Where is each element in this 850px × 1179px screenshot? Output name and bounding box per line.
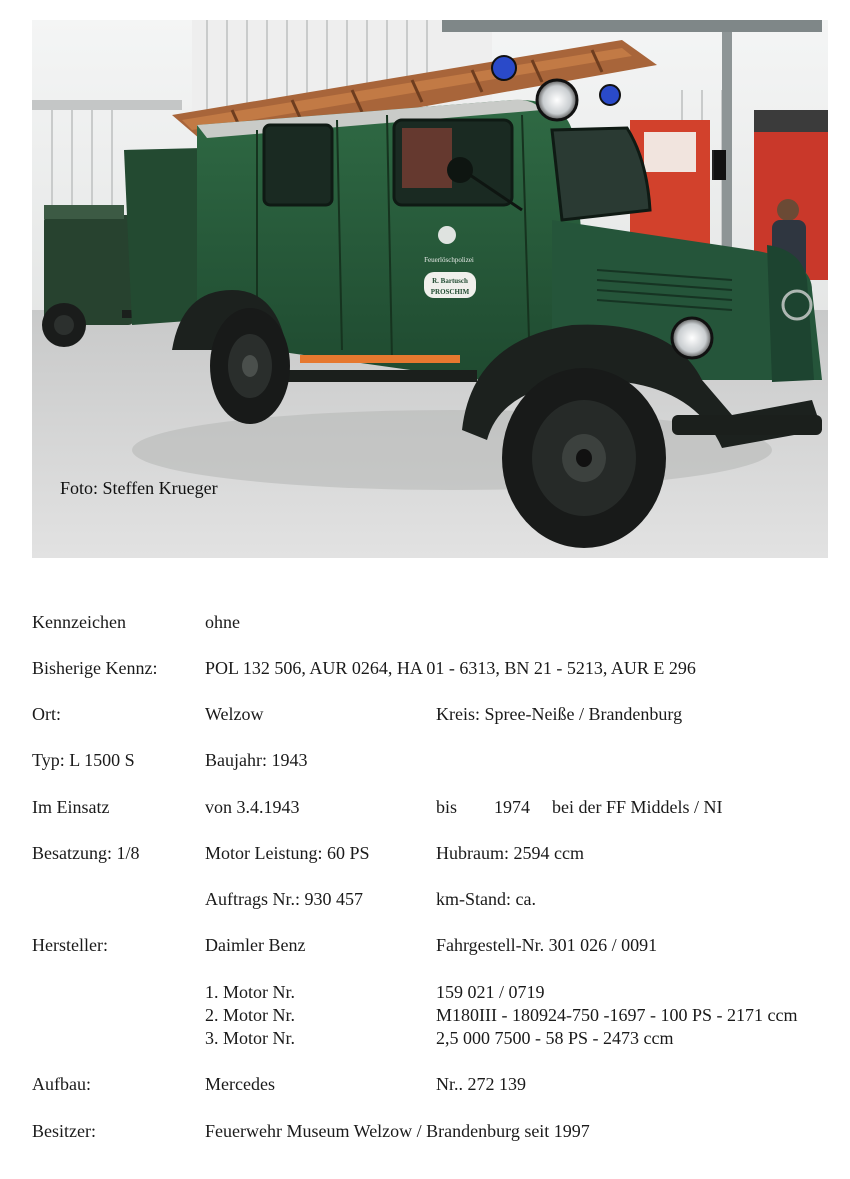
value-aufbau-nr: Nr.. 272 139	[436, 1074, 526, 1094]
value-km-stand: km-Stand: ca.	[436, 889, 536, 909]
value-auftrags-nr: Auftrags Nr.: 930 457	[205, 889, 363, 909]
door-emblem-line1: Feuerlöschpolizei	[424, 256, 474, 264]
label-bisherige-kennz: Bisherige Kennz:	[32, 658, 158, 678]
label-motor-3: 3. Motor Nr.	[205, 1028, 295, 1048]
value-ort: Welzow	[205, 704, 264, 724]
label-motor-2: 2. Motor Nr.	[205, 1005, 295, 1025]
value-einsatz-bis-year: 1974	[494, 797, 530, 817]
rear-wheel	[210, 308, 290, 424]
value-motor-leistung: Motor Leistung: 60 PS	[205, 843, 370, 863]
value-motor-2: M180III - 180924-750 -1697 - 100 PS - 2171 ccm	[436, 1005, 798, 1025]
front-wheel	[502, 368, 666, 548]
value-hersteller: Daimler Benz	[205, 935, 306, 955]
value-baujahr: Baujahr: 1943	[205, 750, 308, 770]
value-einsatz-von: von 3.4.1943	[205, 797, 300, 817]
value-besitzer: Feuerwehr Museum Welzow / Brandenburg seit 1997	[205, 1121, 590, 1141]
photo-credit: Foto: Steffen Krueger	[60, 478, 218, 498]
value-kreis: Kreis: Spree-Neiße / Brandenburg	[436, 704, 683, 724]
value-motor-3: 2,5 000 7500 - 58 PS - 2473 ccm	[436, 1028, 674, 1048]
door-emblem-line2: R. Bartusch	[432, 277, 468, 285]
value-kennzeichen: ohne	[205, 612, 240, 632]
label-kennzeichen: Kennzeichen	[32, 612, 126, 632]
vehicle-photo	[32, 20, 828, 558]
label-aufbau: Aufbau:	[32, 1074, 91, 1094]
door-emblem-line3: PROSCHIM	[430, 288, 470, 296]
value-bisherige-kennz: POL 132 506, AUR 0264, HA 01 - 6313, BN 21 - 5213, AUR E 296	[205, 658, 696, 678]
value-aufbau: Mercedes	[205, 1074, 275, 1094]
label-hersteller: Hersteller:	[32, 935, 108, 955]
label-besatzung: Besatzung: 1/8	[32, 843, 140, 863]
value-hubraum: Hubraum: 2594 ccm	[436, 843, 584, 863]
value-fahrgestell-nr: Fahrgestell-Nr. 301 026 / 0091	[436, 935, 658, 955]
label-typ: Typ: L 1500 S	[32, 750, 135, 770]
label-besitzer: Besitzer:	[32, 1121, 96, 1141]
label-ort: Ort:	[32, 704, 61, 724]
value-einsatz-bis-label: bis	[436, 797, 458, 817]
value-einsatz-ort: bei der FF Middels / NI	[552, 797, 723, 817]
label-im-einsatz: Im Einsatz	[32, 797, 110, 817]
value-motor-1: 159 021 / 0719	[436, 982, 545, 1002]
label-motor-1: 1. Motor Nr.	[205, 982, 295, 1002]
